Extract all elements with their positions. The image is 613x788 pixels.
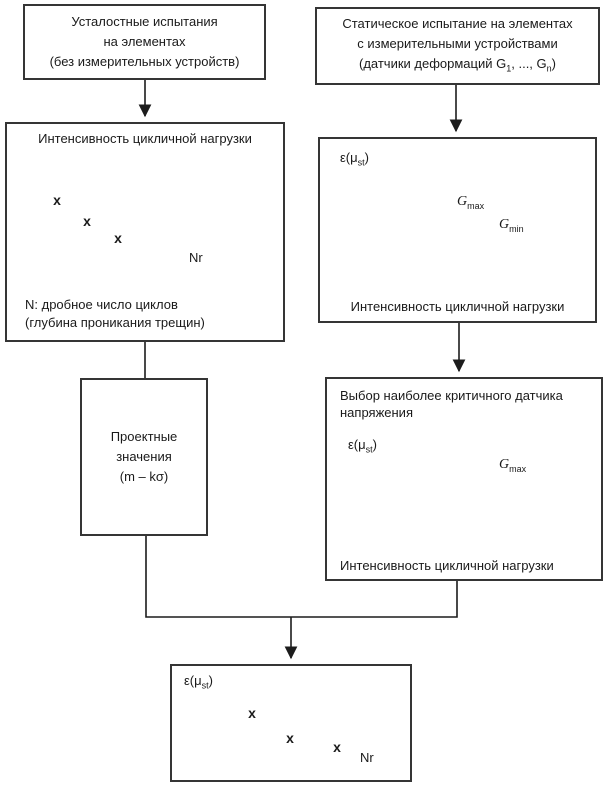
gmax-sub: max [509, 463, 527, 474]
fatigue-line-1: Усталостные испытания [71, 14, 218, 29]
g-glyph: G [499, 217, 510, 232]
left-x-axis-label: Nr [189, 250, 203, 265]
eps-sub: st [365, 444, 373, 455]
design-line-2: значения [116, 449, 172, 464]
box-static-test [315, 7, 600, 85]
fatigue-line-2: на элементах [103, 34, 186, 49]
epsilon-axis-label [340, 150, 369, 168]
scatter-mark: x [286, 730, 294, 746]
eps-pre: ε(μ [340, 150, 358, 165]
scatter-mark: x [83, 213, 91, 229]
critical-title-line-2: напряжения [340, 405, 413, 420]
critical-title-line-1: Выбор наиболее критичного датчика [340, 388, 563, 403]
static-line-3-close: ) [551, 55, 557, 71]
epsilon-axis-label [348, 437, 377, 455]
static-line-1: Статическое испытание на элементах [342, 15, 573, 31]
static-line-3 [359, 54, 556, 79]
static-line-3-text: (датчики деформаций G [358, 55, 507, 71]
eps-pre: ε(μ [348, 437, 366, 452]
g-glyph: G [499, 457, 510, 472]
gmin-label [499, 215, 524, 234]
note-line-2: (глубина проникания трещин) [25, 315, 205, 330]
box-critical-sensor [325, 377, 603, 581]
result-x-axis-label: Nr [360, 750, 374, 765]
eps-pre: ε(μ [184, 673, 202, 688]
eps-post: ) [372, 437, 377, 452]
gmax-label [457, 192, 484, 211]
fatigue-line-3: (без измерительных устройств) [49, 54, 240, 69]
left-chart-note [25, 296, 205, 332]
g-glyph: G [457, 194, 468, 209]
box-cyclic-intensity-left [5, 122, 285, 342]
eps-sub: st [201, 680, 209, 691]
right-chart-caption: Интенсивность цикличной нагрузки [350, 299, 565, 314]
design-line-1: Проектные [110, 429, 178, 444]
left-chart-caption: Интенсивность цикличной нагрузки [38, 131, 252, 146]
gmax-sub: max [467, 200, 485, 211]
scatter-mark: x [53, 192, 61, 208]
sensor-sub-1: 1 [506, 63, 512, 74]
gmin-sub: min [509, 223, 524, 234]
critical-title [340, 387, 563, 421]
box-design-values [80, 378, 208, 536]
scatter-mark: x [248, 705, 256, 721]
eps-sub: st [357, 157, 365, 168]
eps-post: ) [208, 673, 213, 688]
scatter-mark: x [333, 739, 341, 755]
static-line-2: с измерительными устройствами [357, 35, 558, 51]
box-fatigue-tests [23, 4, 266, 80]
sensor-sub-n: n [546, 63, 552, 74]
eps-post: ) [364, 150, 369, 165]
scatter-mark: x [114, 230, 122, 246]
critical-chart-caption: Интенсивность цикличной нагрузки [340, 558, 554, 573]
epsilon-axis-label [184, 673, 213, 691]
critical-gmax-label [499, 455, 526, 474]
design-line-3: (m – kσ) [119, 469, 169, 484]
note-line-1: N: дробное число циклов [25, 297, 178, 312]
static-line-3-mid: , ..., G [511, 55, 547, 71]
